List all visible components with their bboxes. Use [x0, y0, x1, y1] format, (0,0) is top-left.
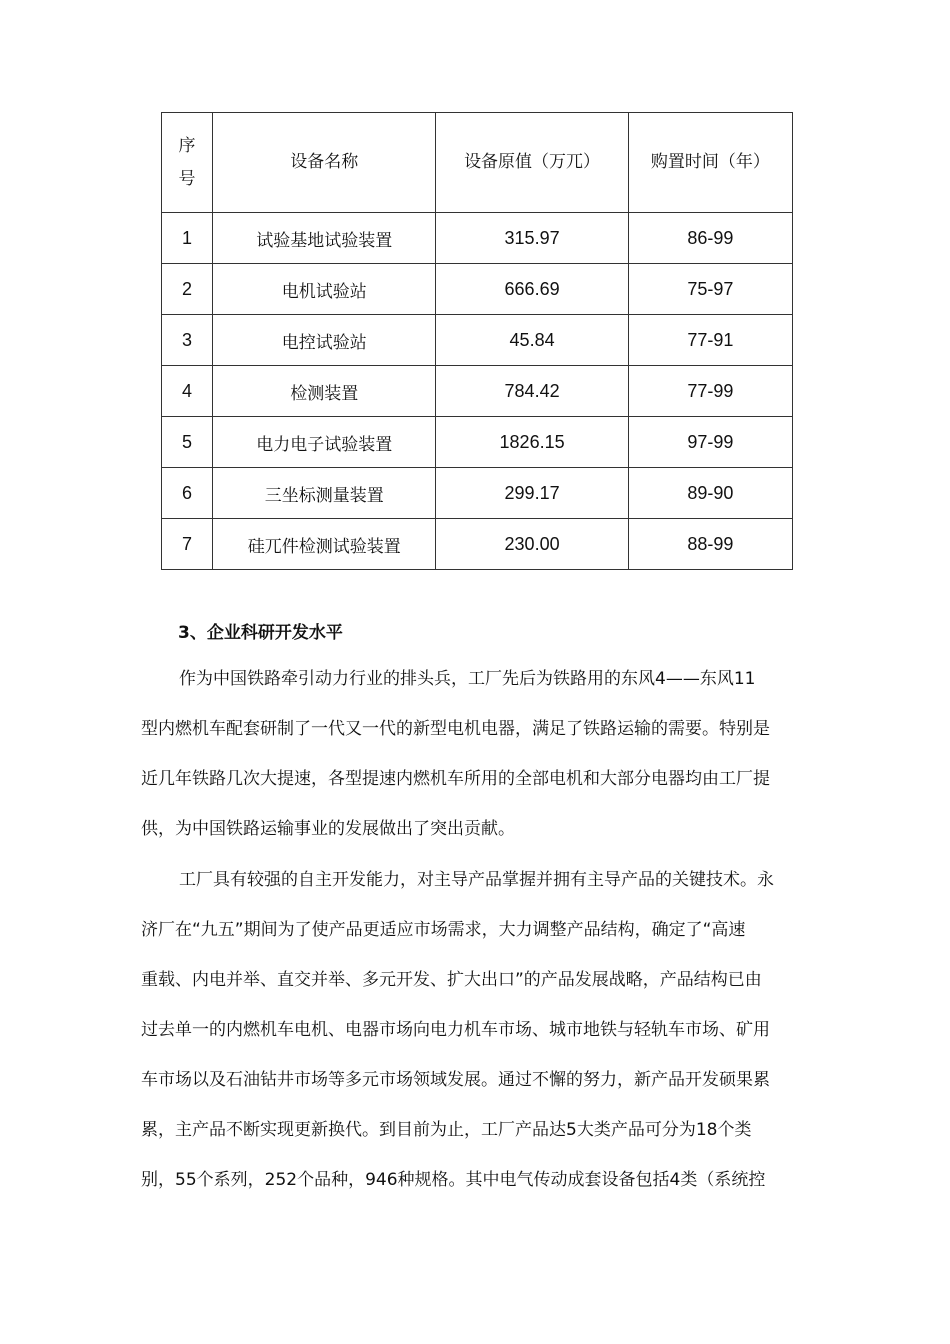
- cell-value: 784.42: [436, 366, 628, 417]
- table-row: [162, 315, 793, 366]
- table-row: [162, 213, 793, 264]
- cell-name: 硅兀件检测试验装置: [213, 519, 436, 570]
- paragraph-1: [141, 654, 811, 854]
- paragraph-line: 济厂在“九五”期间为了使产品更适应市场需求，大力调整产品结构，确定了“高速: [141, 920, 746, 940]
- paragraph-line: 型内燃机车配套研制了一代又一代的新型电机电器，满足了铁路运输的需要。特别是: [141, 719, 770, 739]
- cell-name: 电机试验站: [213, 264, 436, 315]
- table-row: [162, 417, 793, 468]
- cell-name: 检测装置: [213, 366, 436, 417]
- paragraph-line: 作为中国铁路牵引动力行业的排头兵，工厂先后为铁路用的东风4——东风11: [179, 669, 756, 689]
- cell-index: 6: [162, 468, 213, 519]
- paragraph-line: 近几年铁路几次大提速，各型提速内燃机车所用的全部电机和大部分电器均由工厂提: [141, 769, 770, 789]
- cell-year: 97-99: [628, 417, 792, 468]
- paragraph-line: 累，主产品不断实现更新换代。到目前为止，工厂产品达5大类产品可分为18个类: [141, 1120, 752, 1140]
- table-row: [162, 519, 793, 570]
- cell-index: 4: [162, 366, 213, 417]
- cell-name: 三坐标测量装置: [213, 468, 436, 519]
- cell-value: 666.69: [436, 264, 628, 315]
- cell-year: 75-97: [628, 264, 792, 315]
- cell-year: 88-99: [628, 519, 792, 570]
- cell-index: 2: [162, 264, 213, 315]
- table-row: [162, 366, 793, 417]
- cell-index: 3: [162, 315, 213, 366]
- cell-year: 77-99: [628, 366, 792, 417]
- cell-year: 86-99: [628, 213, 792, 264]
- header-value: 设备原值（万兀）: [436, 113, 628, 213]
- cell-name: 试验基地试验装置: [213, 213, 436, 264]
- cell-value: 315.97: [436, 213, 628, 264]
- cell-year: 89-90: [628, 468, 792, 519]
- cell-value: 1826.15: [436, 417, 628, 468]
- paragraph-line: 重载、内电并举、直交并举、多元开发、扩大出口”的产品发展战略，产品结构已由: [141, 970, 762, 990]
- table-row: [162, 468, 793, 519]
- paragraph-2: [141, 855, 811, 1205]
- cell-value: 230.00: [436, 519, 628, 570]
- paragraph-line: 车市场以及石油钻井市场等多元市场领域发展。通过不懈的努力，新产品开发硕果累: [141, 1070, 770, 1090]
- cell-value: 45.84: [436, 315, 628, 366]
- paragraph-line: 过去单一的内燃机车电机、电器市场向电力机车市场、城市地铁与轻轨车市场、矿用: [141, 1020, 770, 1040]
- header-index: 序号: [162, 113, 213, 213]
- equipment-table: [161, 112, 793, 570]
- cell-name: 电力电子试验装置: [213, 417, 436, 468]
- cell-name: 电控试验站: [213, 315, 436, 366]
- paragraph-line: 别，55个系列，252个品种，946种规格。其中电气传动成套设备包括4类（系统控: [141, 1170, 766, 1190]
- cell-value: 299.17: [436, 468, 628, 519]
- cell-index: 1: [162, 213, 213, 264]
- paragraph-line: 供，为中国铁路运输事业的发展做出了突出贡献。: [141, 819, 515, 839]
- cell-index: 7: [162, 519, 213, 570]
- cell-year: 77-91: [628, 315, 792, 366]
- cell-index: 5: [162, 417, 213, 468]
- header-year: 购置时间（年）: [628, 113, 792, 213]
- paragraph-line: 工厂具有较强的自主开发能力，对主导产品掌握并拥有主导产品的关键技术。永: [179, 870, 774, 890]
- section-heading: 3、企业科研开发水平: [178, 623, 343, 643]
- header-name: 设备名称: [213, 113, 436, 213]
- table-header-row: [162, 113, 793, 213]
- table-row: [162, 264, 793, 315]
